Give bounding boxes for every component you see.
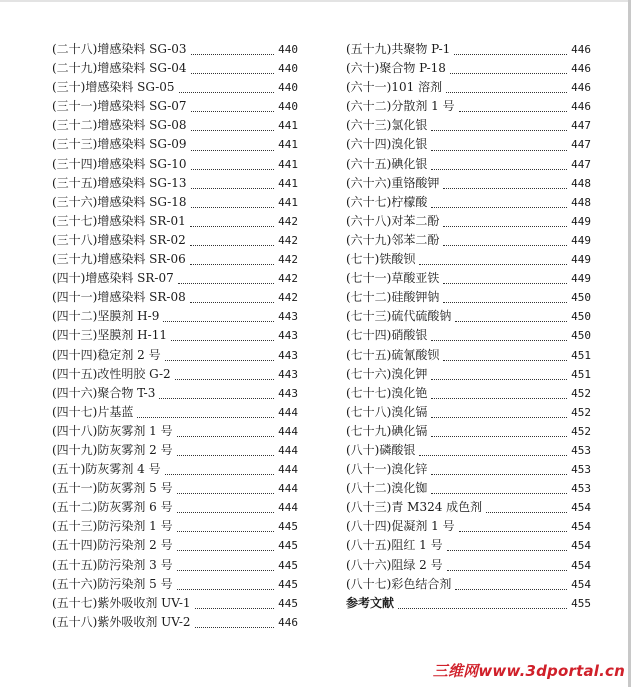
toc-entry — [52, 78, 298, 97]
toc-entry — [346, 498, 591, 517]
toc-entry-page: 450 — [571, 329, 591, 343]
dot-leader — [443, 352, 567, 361]
toc-entry — [52, 288, 298, 307]
toc-entry-title: (四十一)增感染料 SR-08 — [52, 290, 186, 305]
toc-entry-page: 448 — [571, 195, 591, 209]
toc-entry-title: (七十五)硫氰酸钡 — [346, 347, 440, 362]
toc-entry-title: (五十七)紫外吸收剂 UV-1 — [52, 595, 191, 610]
toc-entry-page: 440 — [278, 81, 298, 95]
toc-entry-title: (五十一)防灰雾剂 5 号 — [52, 481, 173, 496]
toc-entry-title: (四十)增感染料 SR-07 — [52, 271, 174, 286]
dot-leader — [191, 65, 275, 74]
toc-entry — [52, 231, 298, 250]
dot-leader — [455, 313, 567, 322]
toc-entry-title: (七十七)溴化铯 — [346, 385, 428, 400]
dot-leader — [431, 371, 567, 380]
toc-entry-title: (八十五)阻红 1 号 — [346, 538, 443, 553]
toc-entry — [52, 536, 298, 555]
toc-entry-page: 449 — [571, 272, 591, 286]
toc-entry-page: 446 — [278, 615, 298, 629]
toc-entry-page: 443 — [278, 348, 298, 362]
toc-entry — [346, 594, 591, 613]
toc-entry — [52, 422, 298, 441]
toc-entry-page: 447 — [571, 138, 591, 152]
toc-entry — [346, 479, 591, 498]
dot-leader — [163, 313, 274, 322]
toc-entry — [346, 441, 591, 460]
toc-entry-page: 440 — [278, 100, 298, 114]
dot-leader — [191, 122, 275, 131]
toc-entry-title: (三十九)增感染料 SR-06 — [52, 252, 186, 267]
toc-entry — [52, 384, 298, 403]
dot-leader — [459, 103, 567, 112]
toc-entry-title: (四十三)坚膜剂 H-11 — [52, 328, 167, 343]
toc-entry — [346, 250, 591, 269]
toc-entry-page: 447 — [571, 119, 591, 133]
dot-leader — [175, 371, 274, 380]
toc-entry-page: 441 — [278, 138, 298, 152]
toc-entry-title: (四十六)聚合物 T-3 — [52, 385, 156, 400]
toc-entry-page: 452 — [571, 424, 591, 438]
toc-entry — [346, 174, 591, 193]
toc-entry-title: (八十)磷酸银 — [346, 442, 416, 457]
toc-entry-page: 445 — [278, 539, 298, 553]
toc-entry-page: 454 — [571, 501, 591, 515]
toc-entry — [52, 269, 298, 288]
toc-entry — [346, 384, 591, 403]
toc-entry — [52, 212, 298, 231]
toc-entry — [346, 59, 591, 78]
toc-entry-title: (六十)聚合物 P-18 — [346, 61, 446, 76]
toc-entry-title: (五十九)共聚物 P-1 — [346, 42, 451, 56]
toc-entry-title: (三十八)增感染料 SR-02 — [52, 232, 186, 247]
toc-entry — [52, 403, 298, 422]
toc-entry — [52, 498, 298, 517]
toc-entry-page: 453 — [571, 443, 591, 457]
toc-entry-title: (八十三)青 M324 成色剂 — [346, 500, 483, 515]
toc-entry-title: (六十六)重铬酸钾 — [346, 175, 440, 190]
dot-leader — [431, 409, 567, 418]
dot-leader — [447, 542, 567, 551]
toc-entry-title: (六十五)碘化银 — [346, 156, 428, 171]
toc-entry-page: 443 — [278, 310, 298, 324]
dot-leader — [171, 332, 274, 341]
toc-entry — [346, 212, 591, 231]
toc-entry-page: 444 — [278, 443, 298, 457]
toc-entry-title: (五十)防灰雾剂 4 号 — [52, 462, 161, 477]
toc-entry-page: 454 — [571, 577, 591, 591]
toc-entry-page: 444 — [278, 424, 298, 438]
toc-entry — [346, 193, 591, 212]
dot-leader — [165, 466, 274, 475]
dot-leader — [190, 256, 274, 265]
dot-leader — [431, 122, 567, 131]
toc-entry-title: (六十二)分散剂 1 号 — [346, 99, 455, 114]
scan-edge-top — [0, 0, 631, 2]
dot-leader — [486, 504, 567, 513]
dot-leader — [450, 65, 567, 74]
toc-entry-title: 参考文献 — [346, 595, 395, 610]
toc-entry — [52, 613, 298, 632]
dot-leader — [443, 275, 567, 284]
toc-entry-page: 448 — [571, 176, 591, 190]
toc-entry-page: 445 — [278, 520, 298, 534]
toc-entry — [346, 536, 591, 555]
toc-entry — [346, 269, 591, 288]
toc-entry-page: 455 — [571, 596, 591, 610]
dot-leader — [177, 428, 274, 437]
dot-leader — [459, 523, 567, 532]
dot-leader — [443, 180, 567, 189]
toc-entry-title: (六十四)溴化银 — [346, 137, 428, 152]
dot-leader — [177, 504, 274, 513]
toc-entry-title: (四十五)改性明胶 G-2 — [52, 366, 171, 381]
toc-entry — [52, 40, 298, 59]
toc-entry — [52, 326, 298, 345]
dot-leader — [191, 46, 275, 55]
toc-entry-title: (七十二)硅酸钾钠 — [346, 290, 440, 305]
toc-entry-title: (三十三)增感染料 SG-09 — [52, 137, 187, 152]
toc-entry-title: (七十)铁酸钡 — [346, 252, 416, 267]
toc-entry — [52, 97, 298, 116]
toc-entry-title: (八十一)溴化锌 — [346, 462, 428, 477]
dot-leader — [431, 161, 567, 170]
toc-entry — [346, 78, 591, 97]
toc-entry — [52, 250, 298, 269]
toc-entry-title: (四十二)坚膜剂 H-9 — [52, 309, 160, 324]
toc-entry — [52, 517, 298, 536]
toc-entry — [346, 460, 591, 479]
toc-entry-title: (四十四)稳定剂 2 号 — [52, 347, 161, 362]
toc-entry-page: 454 — [571, 520, 591, 534]
toc-entry — [346, 116, 591, 135]
dot-leader — [454, 46, 567, 55]
toc-entry-page: 454 — [571, 539, 591, 553]
toc-entry — [52, 59, 298, 78]
toc-entry-title: (八十二)溴化铷 — [346, 481, 428, 496]
dot-leader — [190, 237, 274, 246]
toc-entry-title: (二十八)增感染料 SG-03 — [52, 42, 187, 56]
toc-entry-title: (三十六)增感染料 SG-18 — [52, 194, 187, 209]
toc-entry-title: (三十五)增感染料 SG-13 — [52, 175, 187, 190]
toc-entry-title: (八十六)阻绿 2 号 — [346, 557, 443, 572]
toc-entry-page: 441 — [278, 195, 298, 209]
toc-entry-title: (六十三)氯化银 — [346, 118, 428, 133]
toc-entry-title: (五十八)紫外吸收剂 UV-2 — [52, 614, 191, 629]
dot-leader — [137, 409, 274, 418]
toc-right-column — [346, 40, 591, 613]
toc-entry-title: (七十三)硫代硫酸钠 — [346, 309, 452, 324]
dot-leader — [443, 294, 567, 303]
toc-entry-page: 452 — [571, 405, 591, 419]
dot-leader — [443, 218, 567, 227]
dot-leader — [431, 332, 567, 341]
toc-entry-page: 451 — [571, 348, 591, 362]
toc-entry-title: (三十)增感染料 SG-05 — [52, 80, 175, 95]
toc-entry-page: 442 — [278, 291, 298, 305]
toc-entry-page: 444 — [278, 482, 298, 496]
toc-entry-page: 444 — [278, 463, 298, 477]
dot-leader — [191, 103, 275, 112]
toc-entry — [52, 135, 298, 154]
toc-entry-page: 450 — [571, 291, 591, 305]
toc-entry-title: (五十四)防污染剂 2 号 — [52, 538, 173, 553]
toc-entry-title: (六十九)邻苯二酚 — [346, 232, 440, 247]
dot-leader — [190, 218, 274, 227]
toc-entry-title: (三十七)增感染料 SR-01 — [52, 213, 186, 228]
site-watermark: 三维网www.3dportal.cn — [432, 662, 625, 680]
toc-entry — [52, 155, 298, 174]
toc-entry-page: 454 — [571, 558, 591, 572]
toc-entry-title: (七十一)草酸亚铁 — [346, 271, 440, 286]
dot-leader — [431, 466, 567, 475]
toc-left-column — [52, 40, 298, 632]
dot-leader — [446, 84, 567, 93]
toc-entry-title: (七十九)碘化镉 — [346, 423, 428, 438]
toc-entry-page: 451 — [571, 367, 591, 381]
dot-leader — [447, 562, 567, 571]
toc-entry-title: (七十六)溴化钾 — [346, 366, 428, 381]
toc-entry-title: (三十四)增感染料 SG-10 — [52, 156, 187, 171]
dot-leader — [191, 199, 275, 208]
dot-leader — [191, 142, 275, 151]
toc-entry — [52, 307, 298, 326]
toc-entry-title: (三十一)增感染料 SG-07 — [52, 99, 187, 114]
toc-entry-title: (三十二)增感染料 SG-08 — [52, 118, 187, 133]
dot-leader — [419, 256, 567, 265]
toc-entry-page: 446 — [571, 100, 591, 114]
dot-leader — [165, 352, 274, 361]
toc-entry-page: 453 — [571, 482, 591, 496]
toc-entry — [346, 346, 591, 365]
toc-entry — [52, 594, 298, 613]
toc-entry-page: 444 — [278, 501, 298, 515]
toc-entry-title: (五十二)防灰雾剂 6 号 — [52, 500, 173, 515]
toc-entry-title: (二十九)增感染料 SG-04 — [52, 61, 187, 76]
toc-entry-title: (四十九)防灰雾剂 2 号 — [52, 442, 173, 457]
toc-entry-title: (五十六)防污染剂 5 号 — [52, 576, 173, 591]
dot-leader — [195, 619, 275, 628]
dot-leader — [179, 84, 275, 93]
toc-entry-page: 441 — [278, 176, 298, 190]
toc-entry-page: 449 — [571, 253, 591, 267]
toc-entry-page: 443 — [278, 367, 298, 381]
toc-entry-title: (八十七)彩色结合剂 — [346, 576, 452, 591]
toc-entry-page: 445 — [278, 577, 298, 591]
toc-entry-page: 443 — [278, 386, 298, 400]
toc-entry-page: 450 — [571, 310, 591, 324]
dot-leader — [178, 275, 274, 284]
toc-entry-page: 442 — [278, 233, 298, 247]
toc-entry — [52, 460, 298, 479]
toc-entry-title: (五十三)防污染剂 1 号 — [52, 519, 173, 534]
toc-entry — [346, 97, 591, 116]
dot-leader — [159, 390, 274, 399]
dot-leader — [443, 237, 567, 246]
toc-entry — [346, 556, 591, 575]
dot-leader — [195, 600, 275, 609]
toc-entry-title: (五十五)防污染剂 3 号 — [52, 557, 173, 572]
toc-entry — [52, 116, 298, 135]
toc-entry — [346, 135, 591, 154]
toc-entry-page: 445 — [278, 596, 298, 610]
toc-entry-page: 441 — [278, 119, 298, 133]
toc-entry — [346, 288, 591, 307]
toc-entry-page: 446 — [571, 62, 591, 76]
toc-entry-title: (八十四)促凝剂 1 号 — [346, 519, 455, 534]
toc-entry — [346, 575, 591, 594]
toc-entry-page: 440 — [278, 62, 298, 76]
toc-entry — [52, 556, 298, 575]
toc-entry — [346, 403, 591, 422]
dot-leader — [431, 428, 567, 437]
dot-leader — [177, 581, 274, 590]
toc-entry-page: 440 — [278, 43, 298, 56]
toc-entry-page: 446 — [571, 43, 591, 56]
dot-leader — [431, 485, 567, 494]
dot-leader — [431, 390, 567, 399]
toc-entry-page: 452 — [571, 386, 591, 400]
toc-entry-title: (七十八)溴化镉 — [346, 404, 428, 419]
dot-leader — [177, 523, 274, 532]
toc-entry-page: 441 — [278, 157, 298, 171]
toc-entry — [52, 346, 298, 365]
toc-entry-page: 442 — [278, 214, 298, 228]
toc-entry-title: (四十八)防灰雾剂 1 号 — [52, 423, 173, 438]
toc-entry-title: (六十八)对苯二酚 — [346, 213, 440, 228]
toc-entry-page: 447 — [571, 157, 591, 171]
toc-entry — [346, 517, 591, 536]
dot-leader — [177, 542, 274, 551]
toc-entry — [52, 193, 298, 212]
toc-entry — [52, 575, 298, 594]
toc-entry — [346, 422, 591, 441]
toc-entry — [52, 479, 298, 498]
dot-leader — [191, 180, 275, 189]
toc-entry-page: 445 — [278, 558, 298, 572]
toc-entry-page: 449 — [571, 233, 591, 247]
toc-entry-title: (六十一)101 溶剂 — [346, 80, 443, 95]
dot-leader — [419, 447, 567, 456]
toc-entry-page: 446 — [571, 81, 591, 95]
dot-leader — [190, 294, 274, 303]
toc-entry — [52, 174, 298, 193]
toc-entry-page: 453 — [571, 463, 591, 477]
dot-leader — [431, 142, 567, 151]
dot-leader — [177, 562, 274, 571]
toc-entry — [346, 326, 591, 345]
dot-leader — [431, 199, 567, 208]
toc-entry-title: (六十七)柠檬酸 — [346, 194, 428, 209]
toc-entry — [346, 231, 591, 250]
toc-entry-page: 449 — [571, 214, 591, 228]
toc-entry — [52, 365, 298, 384]
toc-entry — [346, 155, 591, 174]
toc-entry — [346, 365, 591, 384]
toc-entry — [52, 441, 298, 460]
dot-leader — [177, 485, 274, 494]
dot-leader — [191, 161, 275, 170]
toc-entry-title: (七十四)硝酸银 — [346, 328, 428, 343]
toc-entry-page: 442 — [278, 272, 298, 286]
dot-leader — [177, 447, 274, 456]
toc-entry — [346, 307, 591, 326]
toc-entry-page: 444 — [278, 405, 298, 419]
toc-entry-title: (四十七)片基蓝 — [52, 404, 134, 419]
toc-entry-page: 443 — [278, 329, 298, 343]
dot-leader — [398, 600, 567, 609]
toc-entry-page: 442 — [278, 253, 298, 267]
dot-leader — [455, 581, 567, 590]
toc-entry — [346, 40, 591, 59]
